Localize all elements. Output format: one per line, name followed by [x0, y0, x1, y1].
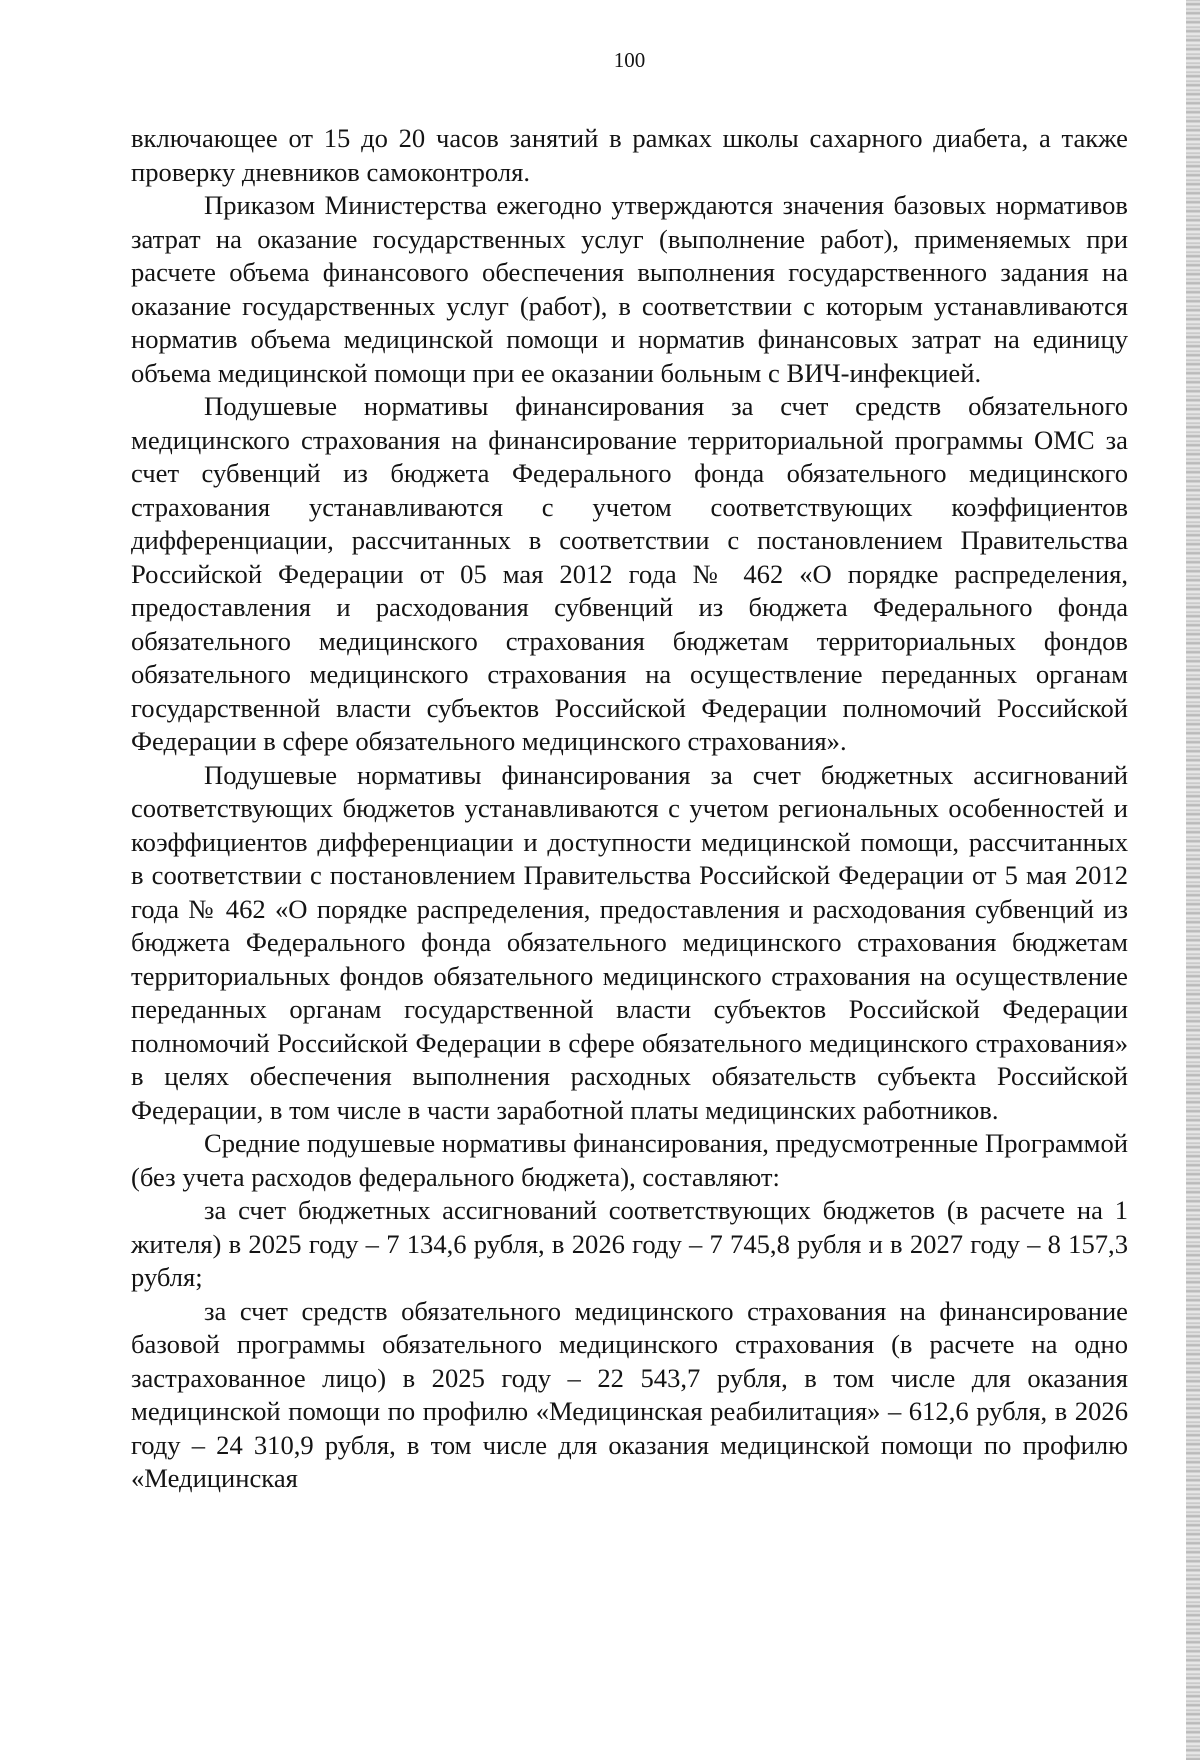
paragraph-oms-funds: за счет средств обязательного медицинского страхования на финансирование базовой программы обязательного медицинского страхования (в расчете на одно застрахованное лицо) в 2025 году – 22 543,7 рубля, в том числе для оказания медицинской помощи по профилю «Медицинская реабилитация» – 612,6 рубля, в 2026 году – 24 310,9 рубля, в том числе для оказания медицинской помощи по профилю «Медицинская	[131, 1295, 1128, 1493]
document-body	[131, 122, 1128, 1496]
paragraph-average-norms: Средние подушевые нормативы финансирования, предусмотренные Программой (без учета расходов федерального бюджета), составляют:	[131, 1128, 1128, 1192]
page-number: 100	[613, 48, 646, 72]
paragraph-budget-per-capita: Подушевые нормативы финансирования за счет бюджетных ассигнований соответствующих бюджетов устанавливаются с учетом региональных особенностей и коэффициентов дифференциации и доступности медицинской помощи, рассчитанных в соответствии с постановлением Правительства Российской Федерации от 5 мая 2012 года № 462 «О порядке распределения, предоставления и расходования субвенций из бюджета Федерального фонда обязательного медицинского страхования бюджетам территориальных фондов обязательного медицинского страхования на осуществление переданных органам государственной власти субъектов Российской Федерации полномочий Российской Федерации в сфере обязательного медицинского страхования» в целях обеспечения выполнения расходных обязательств субъекта Российской Федерации, в том числе в части заработной платы медицинских работников.	[131, 759, 1128, 1125]
paragraph-ministry-order: Приказом Министерства ежегодно утверждаются значения базовых нормативов затрат на оказание государственных услуг (выполнение работ), применяемых при расчете объема финансового обеспечения выполнения государственного задания на оказание государственных услуг (работ), в соответствии с которым устанавливаются норматив объема медицинской помощи и норматив финансовых затрат на единицу объема медицинской помощи при ее оказании больным с ВИЧ-инфекцией.	[131, 190, 1128, 388]
paragraph-school-diabetes: включающее от 15 до 20 часов занятий в рамках школы сахарного диабета, а также проверку дневников самоконтроля.	[131, 123, 1128, 187]
scan-edge-artifact	[1186, 0, 1200, 1760]
paragraph-oms-per-capita: Подушевые нормативы финансирования за счет средств обязательного медицинского страхования на финансирование территориальной программы ОМС за счет субвенций из бюджета Федерального фонда обязательного медицинского страхования устанавливаются с учетом соответствующих коэффициентов дифференциации, рассчитанных в соответствии с постановлением Правительства Российской Федерации от 05 мая 2012 года № 462 «О порядке распределения, предоставления и расходования субвенций из бюджета Федерального фонда обязательного медицинского страхования бюджетам территориальных фондов обязательного медицинского страхования на осуществление переданных органам государственной власти субъектов Российской Федерации полномочий Российской Федерации в сфере обязательного медицинского страхования».	[131, 391, 1128, 756]
paragraph-budget-allocations: за счет бюджетных ассигнований соответствующих бюджетов (в расчете на 1 жителя) в 2025 году – 7 134,6 рубля, в 2026 году – 7 745,8 рубля и в 2027 году – 8 157,3 рубля;	[131, 1195, 1128, 1292]
